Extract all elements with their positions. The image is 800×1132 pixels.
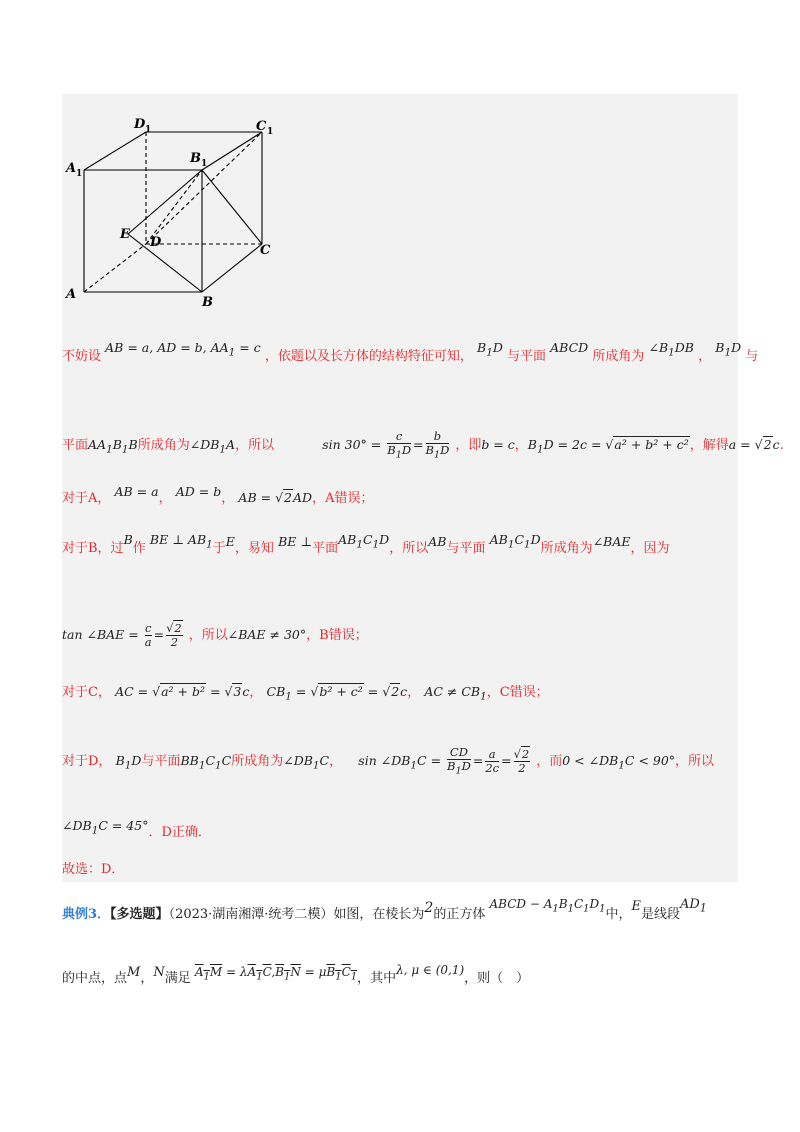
solution-line-4: 对于B，过B作 BE ⊥ $AB_1$于E，易知 BE ⊥平面$AB_1C_1D$，所以AB与平面 $AB_1C_1D$所成角为∠BAE，因为 [62,532,670,556]
solution-line-9: 故选：D． [62,862,125,877]
solution-line-6: 对于C， AC = √a² + b² = √3c， $CB_1 = √b^2 + c^2 = √2c$， AC ≠ $CB_1$，C错误； [62,684,549,703]
label-D1-sub: 1 [145,125,152,135]
label-A1-sub: 1 [76,169,83,179]
solution-line-2: 平面$AA_1B_1B$所成角为$\angle DB_1A$，所以 sin 30° = $\frac{c}{B_1D}$ = $\frac{b}{B_1D}$ ，即b = c，$B_1D = 2c = √a^2 + b^2 + c^2$，解得a = √2c. [62,429,784,461]
label-C1: C [256,119,267,134]
text: 与 [745,349,759,364]
solution-line-5: tan ∠BAE = $\frac{c}{a}$ = $\frac{√2}{2}$ ，所以∠BAE ≠ 30°，B错误； [62,621,368,649]
example-line-1: 典例3．【多选题】（2023·湖南湘潭·统考二模）如图，在棱长为2的正方体 ABCD − $A_1B_1C_1D_1$中，E是线段$AD_1$ [62,897,707,922]
label-B1: B [190,151,201,166]
math: $CB_1 = √b^2 + c^2 = √2c$ [266,684,408,703]
math: AC = √a² + b² = √3c [115,684,250,699]
cuboid-figure [62,108,282,308]
text: 不妨设 [62,349,102,364]
solution-line-1 [62,340,759,371]
example-tag: 典例3． [62,907,111,922]
math: $AA_1B_1B$ [88,437,138,456]
label-D: D [150,235,162,250]
label-A: A [66,287,77,302]
math: $\angle B_1DB$ [648,340,694,359]
text: 与平面 [507,349,547,364]
label-C1-sub: 1 [267,127,274,137]
math: AB = √2AD [238,490,313,505]
solution-line-7: 对于D， $B_1D$与平面$BB_1C_1C$所成角为$\angle DB_1C$， $\sin \angle DB_1C$ = $\frac{CD}{B_1D}$ = $\frac{a}{2c}$ = $\frac{√2}{2}$ ，而$0 < \angle DB_1C < 90^\circ$，所以 [62,745,715,777]
text: 所成角为 [592,349,645,364]
solution-line-3: 对于A， AB = a， AD = b， AB = √2AD，A错误； [62,484,374,506]
math: AB = a, AD = b, $AA_1 = c$ [105,340,261,359]
label-A1: A [66,161,77,176]
math: $B_1D$ [715,340,742,359]
text: ，依题以及长方体的结构特征可知， [264,349,473,364]
example-line-2: 的中点，点M，N满足 $A_1M = \lambda A_1C,B_1N = \mu B_1C_1$，其中λ, μ ∈ (0,1)，则（ ） [62,963,530,986]
math: $\angle DB_1A$ [189,437,236,456]
label-C: C [260,243,271,258]
math: $B_1D = 2c = √a^2 + b^2 + c^2$ [527,437,689,456]
math-sin-db1c: $\sin \angle DB_1C$ = $\frac{CD}{B_1D}$ = $\frac{a}{2c}$ = $\frac{√2}{2}$ [358,745,530,777]
math: AC ≠ $CB_1$ [424,684,487,703]
math-tan: tan ∠BAE = $\frac{c}{a}$ = $\frac{√2}{2}$ [62,621,182,649]
label-E: E [120,227,130,242]
math: ABCD [550,340,589,355]
math: $B_1D$ [477,340,503,359]
label-B1-sub: 1 [201,159,208,169]
text: ， [698,349,712,364]
label-B: B [202,295,213,308]
solution-line-8: $\angle DB_1C = 45^\circ$．D正确． [62,818,211,840]
math: a = √2c [728,437,780,453]
math-sin30: sin 30° = $\frac{c}{B_1D}$ = $\frac{b}{B_1D}$ [322,429,450,461]
label-D1: D [134,117,146,132]
